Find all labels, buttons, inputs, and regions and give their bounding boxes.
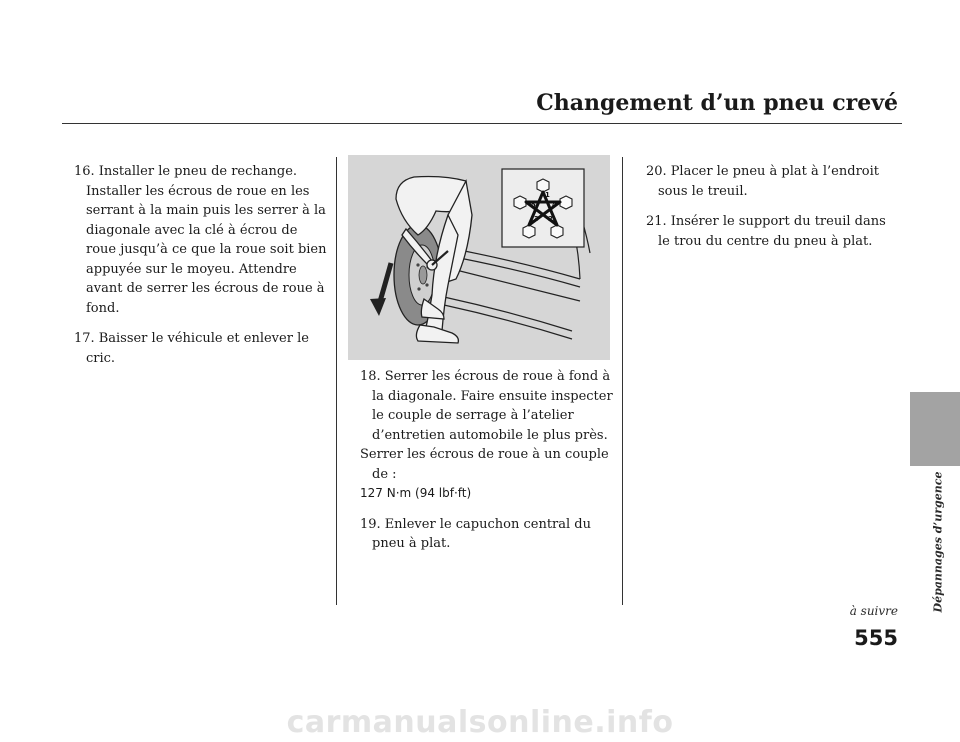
step-text: Enlever le capuchon central du pneu à plat. <box>372 516 591 551</box>
step-text: Serrer les écrous de roue à fond à la diagonale. Faire ensuite inspecter le couple de serrage à l’atelier d’entretien automobile le plus près. <box>372 369 613 443</box>
column-divider-right <box>622 157 623 605</box>
column-left <box>62 162 330 379</box>
header-divider <box>62 123 902 124</box>
column-middle <box>348 367 614 565</box>
step-16 <box>62 162 330 318</box>
step-19 <box>348 515 614 554</box>
torque-value: 127 N·m (94 lbf·ft) <box>360 486 472 500</box>
step-number: 18. <box>360 369 381 384</box>
step-text: Placer le pneu à plat à l’endroit sous le treuil. <box>658 164 879 199</box>
step-number: 20. <box>646 164 667 179</box>
page-number: 555 <box>854 626 898 650</box>
continued-note: à suivre <box>849 604 898 618</box>
step-number: 16. <box>74 164 95 179</box>
step-17 <box>62 329 330 368</box>
step-21 <box>634 212 900 251</box>
step-text: Baisser le véhicule et enlever le cric. <box>86 331 309 366</box>
section-label-text: Dépannages d’urgence <box>931 471 945 613</box>
step-number: 21. <box>646 214 667 229</box>
step-text: Insérer le support du treuil dans le trou du centre du pneu à plat. <box>658 214 886 249</box>
step-text: Installer le pneu de rechange. Installer les écrous de roue en les serrant à la main puis les serrer à la diagonale avec la clé à écrou de roue jusqu’à ce que la roue soit bien appuyée sur le moyeu. Attendre avant de serrer les écrous de roue à fond. <box>86 164 327 316</box>
svg-text:3: 3 <box>534 215 539 223</box>
wheel-nut-tightening-illustration <box>348 155 610 360</box>
svg-text:4: 4 <box>552 201 557 209</box>
step-18 <box>348 367 614 504</box>
torque-instruction: Serrer les écrous de roue à un couple de : <box>360 447 609 482</box>
svg-text:2: 2 <box>548 215 553 223</box>
section-tab <box>910 392 960 466</box>
step-number: 17. <box>74 331 95 346</box>
svg-text:1: 1 <box>545 191 550 199</box>
section-label <box>928 472 948 612</box>
watermark: carmanualsonline.info <box>286 705 674 740</box>
step-number: 19. <box>360 516 381 532</box>
column-divider-left <box>336 157 337 605</box>
column-right <box>634 162 900 262</box>
svg-text:5: 5 <box>531 201 536 209</box>
step-20 <box>634 162 900 201</box>
page-title: Changement d’un pneu crevé <box>536 90 898 116</box>
